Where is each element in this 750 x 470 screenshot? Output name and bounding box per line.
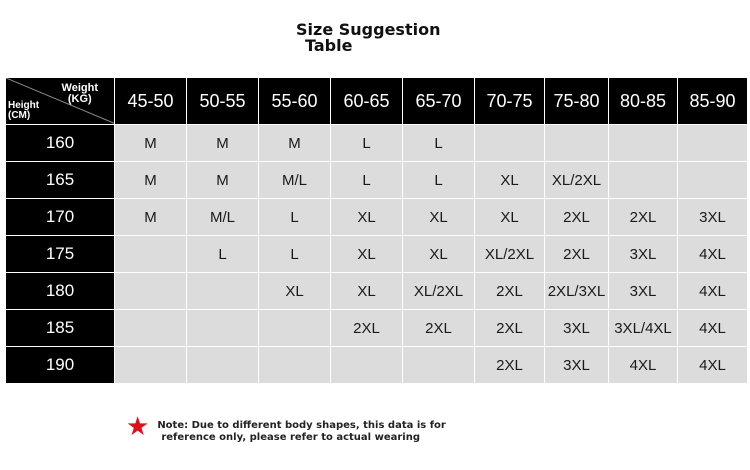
weight-header: 80-85 (609, 78, 678, 125)
size-cell: L (187, 236, 259, 273)
size-cell: 2XL (545, 199, 609, 236)
weight-label: Weight (61, 82, 98, 94)
size-cell (403, 347, 475, 384)
size-cell: 2XL (475, 347, 545, 384)
size-cell: 4XL (609, 347, 678, 384)
size-cell: L (403, 162, 475, 199)
size-cell: M (115, 199, 187, 236)
size-cell: 3XL (678, 199, 748, 236)
weight-header: 45-50 (115, 78, 187, 125)
size-cell: XL/2XL (545, 162, 609, 199)
weight-axis-label (62, 83, 98, 105)
table-corner-header (6, 78, 115, 125)
table-row (6, 310, 748, 347)
title-line-1: Size Suggestion (296, 20, 441, 39)
size-cell (115, 347, 187, 384)
size-cell: M/L (187, 199, 259, 236)
size-cell: XL (259, 273, 331, 310)
size-cell: 3XL (545, 347, 609, 384)
size-cell: 2XL/3XL (545, 273, 609, 310)
size-cell (259, 347, 331, 384)
note (126, 411, 446, 444)
size-cell: M (259, 125, 331, 162)
star-icon: ★ (126, 411, 150, 441)
size-cell: XL/2XL (403, 273, 475, 310)
height-cell: 180 (6, 273, 115, 310)
size-cell: L (331, 162, 403, 199)
size-cell: 2XL (475, 273, 545, 310)
weight-header: 85-90 (678, 78, 748, 125)
weight-header: 65-70 (403, 78, 475, 125)
height-cell: 160 (6, 125, 115, 162)
size-cell: XL (331, 273, 403, 310)
size-cell: L (259, 199, 331, 236)
size-cell (331, 347, 403, 384)
height-unit: (CM) (8, 110, 31, 121)
size-cell: 2XL (475, 310, 545, 347)
size-cell: M (115, 125, 187, 162)
size-cell: L (331, 125, 403, 162)
size-cell (259, 310, 331, 347)
size-table (5, 77, 748, 384)
size-cell: XL (475, 199, 545, 236)
size-cell: M (115, 162, 187, 199)
size-cell (678, 162, 748, 199)
height-label: Height (8, 100, 40, 111)
size-cell: 3XL (609, 236, 678, 273)
weight-header: 50-55 (187, 78, 259, 125)
table-row (6, 162, 748, 199)
size-cell: L (403, 125, 475, 162)
title-line-2: Table (305, 36, 353, 55)
weight-header: 70-75 (475, 78, 545, 125)
note-line-2: reference only, please refer to actual wearing (161, 432, 420, 443)
size-cell: 2XL (331, 310, 403, 347)
size-cell (115, 310, 187, 347)
height-cell: 170 (6, 199, 115, 236)
size-cell: 4XL (678, 347, 748, 384)
weight-header: 75-80 (545, 78, 609, 125)
height-cell: 185 (6, 310, 115, 347)
size-cell: 2XL (545, 236, 609, 273)
size-cell: M (187, 162, 259, 199)
size-cell: 3XL (545, 310, 609, 347)
size-cell (609, 162, 678, 199)
size-cell: XL (403, 199, 475, 236)
size-cell (609, 125, 678, 162)
table-row (6, 199, 748, 236)
size-cell: 3XL/4XL (609, 310, 678, 347)
size-cell (187, 273, 259, 310)
height-cell: 190 (6, 347, 115, 384)
size-cell (545, 125, 609, 162)
size-cell: M (187, 125, 259, 162)
weight-unit: (KG) (67, 93, 92, 105)
page-title (296, 22, 456, 54)
size-cell (115, 236, 187, 273)
height-axis-label (8, 101, 39, 121)
size-cell: XL (475, 162, 545, 199)
size-cell (187, 310, 259, 347)
size-cell: 4XL (678, 310, 748, 347)
size-cell (187, 347, 259, 384)
weight-header: 60-65 (331, 78, 403, 125)
note-line-1: Note: Due to different body shapes, this data is for (157, 420, 446, 431)
table-row (6, 347, 748, 384)
size-cell (678, 125, 748, 162)
size-cell: L (259, 236, 331, 273)
size-cell: M/L (259, 162, 331, 199)
size-cell (475, 125, 545, 162)
size-cell: XL (403, 236, 475, 273)
size-cell: 3XL (609, 273, 678, 310)
table-row (6, 125, 748, 162)
table-row (6, 236, 748, 273)
size-cell: 4XL (678, 273, 748, 310)
note-text (157, 415, 446, 444)
table-row (6, 273, 748, 310)
size-cell: XL (331, 199, 403, 236)
size-cell: XL/2XL (475, 236, 545, 273)
height-cell: 165 (6, 162, 115, 199)
size-cell: 4XL (678, 236, 748, 273)
size-cell: 2XL (403, 310, 475, 347)
size-cell: XL (331, 236, 403, 273)
size-cell: 2XL (609, 199, 678, 236)
size-cell (115, 273, 187, 310)
weight-header: 55-60 (259, 78, 331, 125)
height-cell: 175 (6, 236, 115, 273)
